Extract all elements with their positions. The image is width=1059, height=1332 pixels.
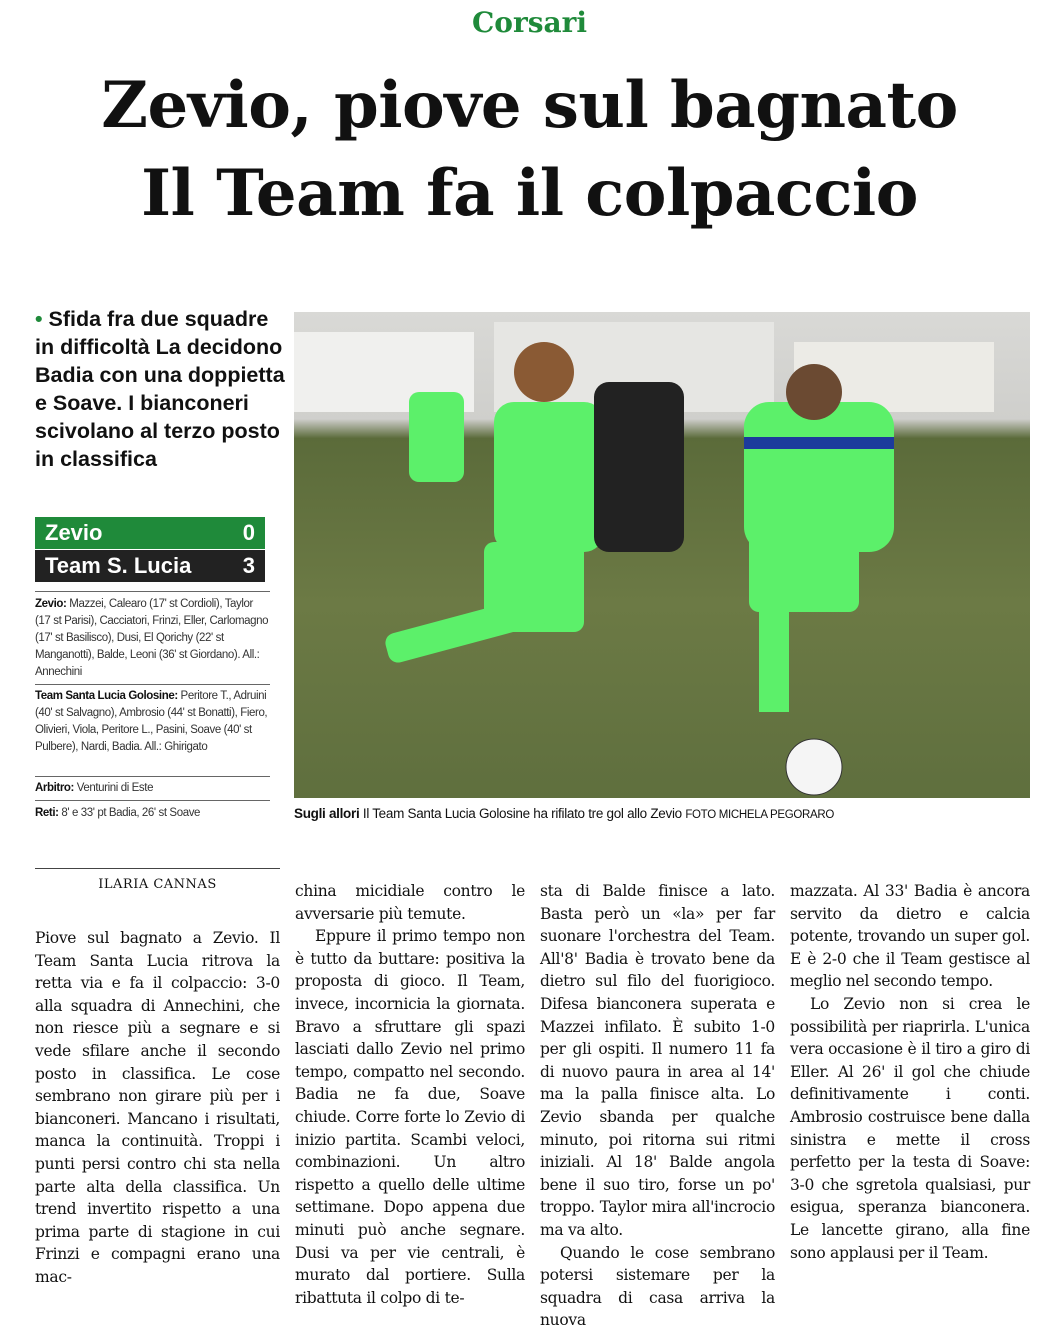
section-label: Corsari	[471, 6, 587, 39]
team-goals: 0	[242, 520, 255, 545]
lineup-text: Peritore T., Adruini (40' st Salvagno), Ambrosio (44' st Bonatti), Fiero, Olivieri, Viola, Peritore L., Pasini, Soave (40' st Pulbere), Nardi, Badia. All.: Ghirigato	[35, 690, 268, 753]
match-photo	[294, 312, 1030, 798]
team-name: Zevio	[45, 520, 103, 545]
paragraph: mazzata. Al 33' Badia è ancora servito da dietro e calcia potente, trovando un super gol. E è 2-0 che il Team gestisce al meglio nel secondo tempo.	[790, 882, 1030, 991]
paragraph: Quando le cose sembrano potersi sistemare per la squadra di casa arriva la nuova	[540, 1243, 775, 1330]
goals-text: 8' e 33' pt Badia, 26' st Soave	[58, 807, 201, 819]
paragraph: china micidiale contro le avversarie più temute.	[295, 882, 525, 923]
team-name: Team S. Lucia	[45, 553, 192, 578]
article-column-3	[540, 880, 775, 1332]
lineup-label: Zevio:	[35, 598, 67, 610]
lineup-away	[35, 688, 270, 756]
article-column-2	[295, 880, 525, 1309]
score-row-away	[35, 550, 265, 582]
lineup-home	[35, 596, 270, 681]
referee	[35, 780, 270, 797]
referee-text: Venturini di Este	[73, 782, 154, 794]
divider	[35, 591, 270, 592]
referee-label: Arbitro:	[35, 782, 74, 794]
lineup-text: Mazzei, Calearo (17' st Cordioli), Taylor (17 st Parisi), Cacciatori, Frinzi, Eller, Carlomagno (17' st Basilisco), Dusi, El Qorichy (22' st Manganotti), Balde, Leoni (36' st Giordano). All.: Annechini	[35, 598, 269, 678]
paragraph: Eppure il primo tempo non è tutto da buttare: positiva la proposta di gioco. Il Team, invece, incornicia la giornata. Bravo a sfruttare gli spazi lasciati dallo Zevio nel primo tempo, compatto nel secondo. Badia ne fa due, Soave chiude. Corre forte lo Zevio di inizio partita. Scambi veloci, combinazioni. Un altro rispetto a quello delle ultime settimane. Dopo appena due minuti può anche segnare. Dusi va per vie centrali, è murato dal portiere. Sulla ribattuta il colpo di te-	[295, 927, 525, 1307]
lineup-label: Team Santa Lucia Golosine:	[35, 690, 178, 702]
summary	[35, 305, 285, 473]
headline-line-2: Il Team fa il colpaccio	[141, 156, 918, 231]
score-row-home	[35, 517, 265, 549]
team-goals: 3	[242, 553, 255, 578]
paragraph: sta di Balde finisce a lato. Basta però un «la» per far suonare l'orchestra del Team. All'8' Badia è trovato bene da dietro sul filo del fuorigioco. Difesa bianconera superata e Mazzei infilato. È subito 1-0 per gli ospiti. Il numero 11 fa di nuovo paura in area al 14' ma la palla finisce alta. Lo Zevio sbanda per qualche minuto, poi ritorna sui ritmi iniziali. Al 18' Balde angola bene il suo tiro, forse un po' troppo. Taylor mira all'incrocio ma va alto.	[540, 882, 775, 1239]
headline-line-1: Zevio, piove sul bagnato	[101, 68, 958, 143]
divider	[35, 684, 270, 685]
author-byline: ILARIA CANNAS	[35, 868, 280, 892]
paragraph: Lo Zevio non si crea le possibilità per riaprirla. L'unica vera occasione è il tiro a giro di Eller. Al 26' il gol che chiude definitivamente i conti. Ambrosio costruisce bene dalla sinistra e mette il cross perfetto per la testa di Soave: 3-0 che sgretola qualsiasi, pur esigua, speranza bianconera. Le lancette girano, alla fine sono applausi per il Team.	[790, 994, 1030, 1262]
article-column-1	[35, 927, 280, 1289]
caption-title: Sugli allori	[294, 806, 360, 821]
goals-label: Reti:	[35, 807, 59, 819]
divider	[35, 800, 270, 801]
photo-illustration	[294, 312, 1030, 798]
divider	[35, 776, 270, 777]
goals	[35, 805, 270, 822]
article-column-4	[790, 880, 1030, 1264]
headline	[0, 62, 1059, 238]
photo-credit: FOTO MICHELA PEGORARO	[685, 809, 835, 821]
bullet-icon: •	[35, 307, 49, 331]
paragraph: Piove sul bagnato a Zevio. Il Team Santa Lucia ritrova la retta via e fa il colpaccio: 3-0 alla squadra di Annechini, che non riesce più a segnare e si vede sfilare anche il secondo posto in classifica. Le cose sembrano non girare più per i bianconeri. Mancano i risultati, manca la continuità. Troppi i punti persi contro chi sta nella parte alta della classifica. Un trend invertito rispetto a una prima parte di stagione in cui Frinzi e compagni erano una mac-	[35, 929, 280, 1286]
caption-text: Il Team Santa Lucia Golosine ha rifilato tre gol allo Zevio	[359, 806, 686, 821]
summary-text: Sfida fra due squadre in difficoltà La decidono Badia con una doppietta e Soave. I bianconeri scivolano al terzo posto in classifica	[35, 307, 285, 471]
photo-caption	[294, 806, 834, 821]
